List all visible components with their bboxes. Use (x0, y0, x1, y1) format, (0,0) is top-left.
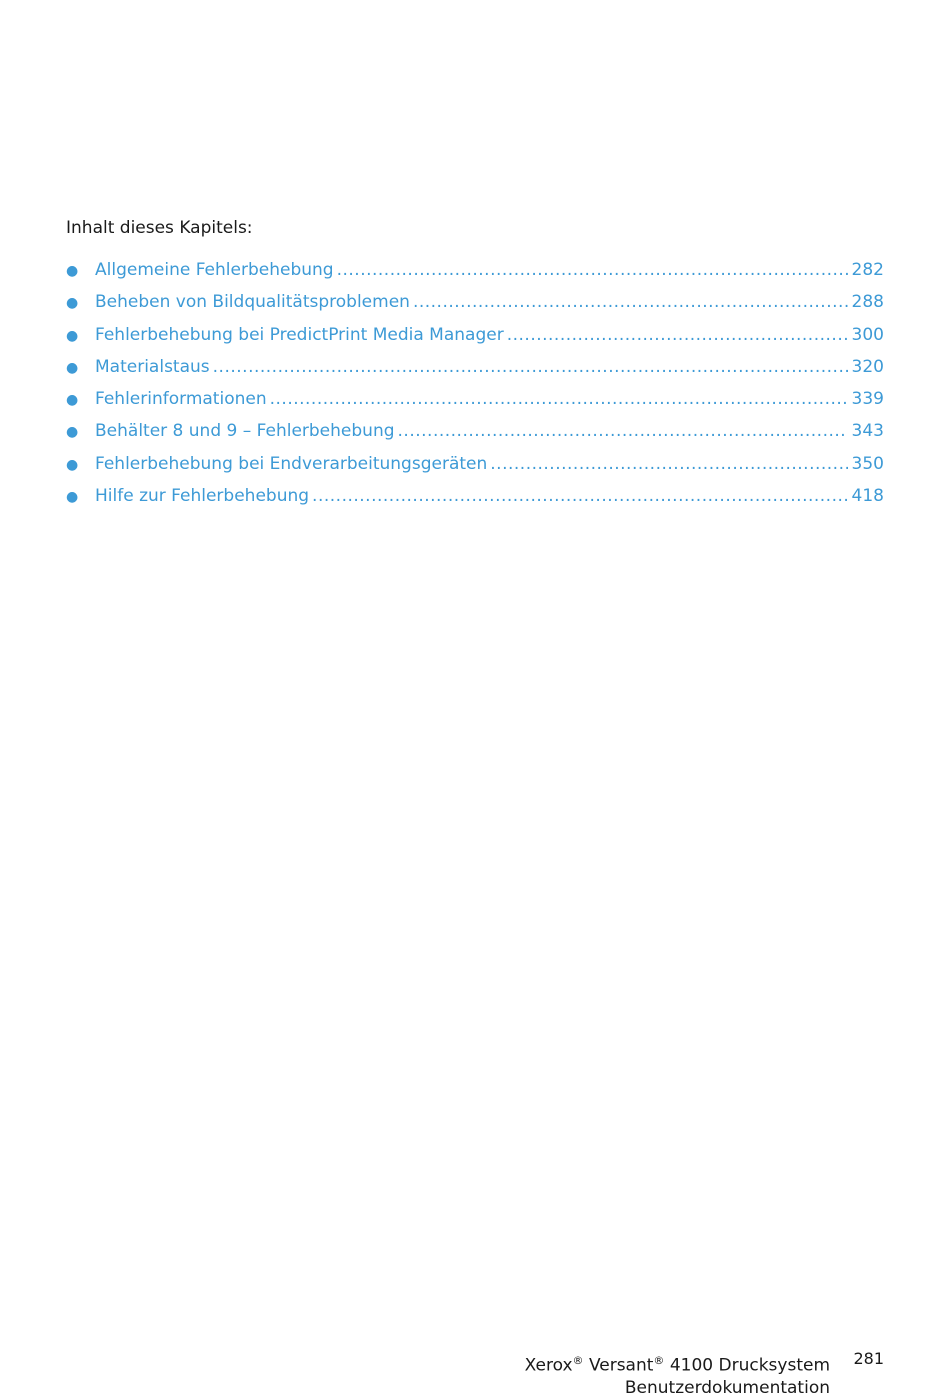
bullet-icon: ● (66, 456, 79, 473)
toc-item (66, 421, 884, 453)
toc-title: Materialstaus (95, 356, 210, 377)
toc-leader (413, 292, 848, 312)
toc-link[interactable] (95, 486, 884, 506)
footer-product: Versant (588, 1355, 654, 1376)
bullet-icon: ● (66, 295, 79, 312)
toc-title: Hilfe zur Fehlerbehebung (95, 486, 310, 507)
toc-page-number: 300 (851, 324, 884, 345)
toc-title: Allgemeine Fehlerbehebung (95, 260, 334, 280)
toc-title: Fehlerbehebung bei Endverarbeitungsgeräten (95, 453, 488, 474)
toc-leader (398, 421, 848, 441)
toc-title: Behälter 8 und 9 – Fehlerbehebung (95, 421, 395, 442)
toc-link[interactable] (95, 325, 884, 345)
bullet-icon: ● (66, 263, 79, 279)
page-footer (525, 1350, 830, 1399)
toc-page-number: 418 (851, 486, 884, 507)
toc-page-number: 350 (851, 453, 884, 474)
toc-link[interactable] (95, 260, 884, 280)
toc-item (66, 357, 884, 389)
toc-title: Fehlerinformationen (95, 389, 267, 410)
toc-page-number: 288 (851, 292, 884, 313)
toc-leader (312, 486, 848, 506)
toc-leader (507, 325, 848, 345)
toc-title: Fehlerbehebung bei PredictPrint Media Manager (95, 324, 504, 345)
registered-mark: ® (572, 1354, 584, 1367)
toc-leader (337, 260, 848, 280)
bullet-icon: ● (66, 359, 79, 376)
bullet-icon: ● (66, 489, 79, 506)
toc-leader (490, 454, 847, 474)
toc-leader (213, 357, 848, 377)
toc-item (66, 454, 884, 486)
toc-title: Beheben von Bildqualitätsproblemen (95, 292, 410, 313)
toc-leader (270, 389, 848, 409)
toc-link[interactable] (95, 421, 884, 441)
bullet-icon: ● (66, 392, 79, 409)
registered-mark: ® (653, 1354, 665, 1367)
toc-link[interactable] (95, 357, 884, 377)
toc-page-number: 320 (851, 356, 884, 377)
footer-brand: Xerox (524, 1355, 573, 1376)
table-of-contents (66, 260, 884, 518)
toc-page-number: 282 (851, 260, 884, 280)
footer-model: 4100 Drucksystem (669, 1355, 830, 1376)
toc-page-number: 343 (851, 421, 884, 442)
toc-item (66, 260, 884, 292)
toc-page-number: 339 (851, 389, 884, 410)
page-number: 281 (853, 1349, 884, 1368)
footer-product-line (525, 1350, 830, 1377)
toc-item (66, 486, 884, 518)
toc-link[interactable] (95, 454, 884, 474)
bullet-icon: ● (66, 327, 79, 344)
bullet-icon: ● (66, 424, 79, 441)
toc-link[interactable] (95, 292, 884, 312)
toc-item (66, 389, 884, 421)
toc-item (66, 325, 884, 357)
footer-doc-type: Benutzerdokumentation (624, 1377, 830, 1398)
toc-item (66, 292, 884, 324)
section-heading: Inhalt dieses Kapitels: (66, 218, 253, 238)
toc-link[interactable] (95, 389, 884, 409)
